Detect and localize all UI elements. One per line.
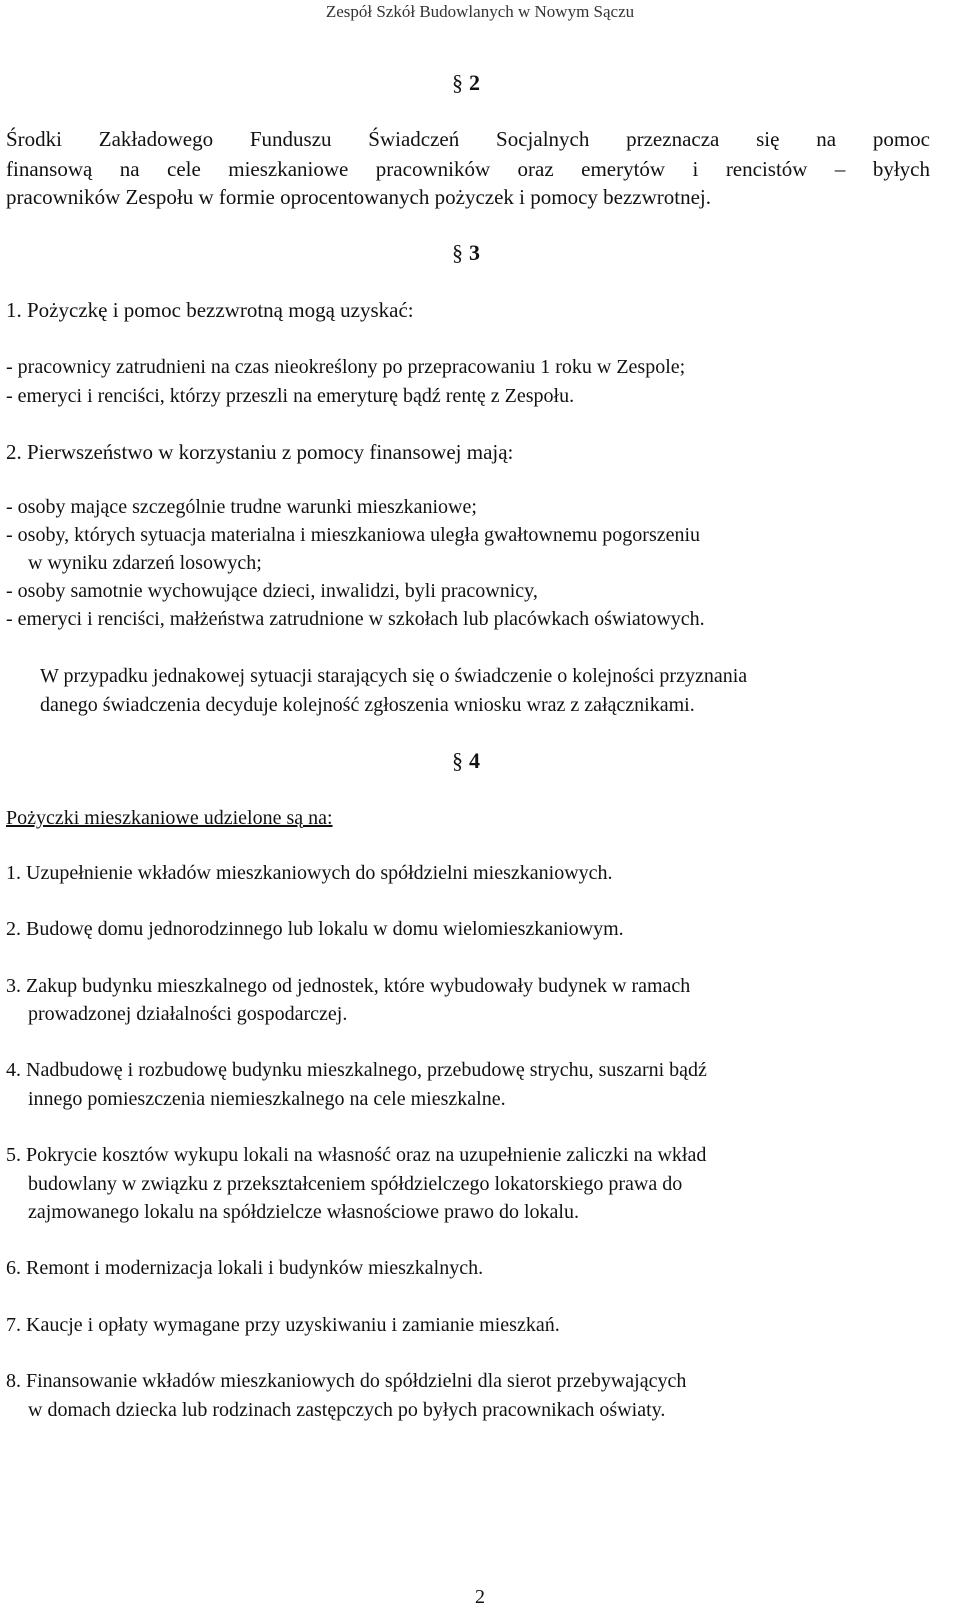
loan-purpose-continuation: zajmowanego lokalu na spółdzielcze własnościowe prawo do lokalu. bbox=[28, 1201, 579, 1223]
loan-purpose-item: 7. Kaucje i opłaty wymagane przy uzyskiwaniu i zamianie mieszkań. bbox=[6, 1314, 560, 1336]
loan-purpose-continuation: w domach dziecka lub rodzinach zastępczych po byłych pracownikach oświaty. bbox=[28, 1399, 666, 1421]
section-3-note: W przypadku jednakowej sytuacji starających się o świadczenie o kolejności przyznania bbox=[40, 665, 748, 687]
section-3-point-2: 2. Pierwszeństwo w korzystaniu z pomocy finansowej mają: bbox=[6, 440, 514, 464]
eligible-item: - pracownicy zatrudnieni na czas nieokreślony po przepracowaniu 1 roku w Zespole; bbox=[6, 356, 686, 378]
loan-purpose-continuation: budowlany w związku z przekształceniem spółdzielczego lokatorskiego prawa do bbox=[28, 1173, 683, 1195]
section-2-heading bbox=[452, 70, 480, 96]
priority-item: - osoby mające szczególnie trudne warunki mieszkaniowe; bbox=[6, 496, 477, 518]
loan-purpose-item: 1. Uzupełnienie wkładów mieszkaniowych do spółdzielni mieszkaniowych. bbox=[6, 862, 613, 884]
section-4-heading bbox=[452, 748, 480, 774]
section-number: 4 bbox=[469, 748, 480, 773]
eligible-item: - emeryci i renciści, którzy przeszli na emeryturę bądź rentę z Zespołu. bbox=[6, 385, 575, 407]
document-header: Zespół Szkół Budowlanych w Nowym Sączu bbox=[325, 2, 635, 21]
loan-purpose-item: 6. Remont i modernizacja lokali i budynków mieszkalnych. bbox=[6, 1257, 484, 1279]
section-3-point-1: 1. Pożyczkę i pomoc bezzwrotną mogą uzyskać: bbox=[6, 298, 414, 322]
section-4-subheading: Pożyczki mieszkaniowe udzielone są na: bbox=[6, 807, 333, 829]
loan-purpose-item: 3. Zakup budynku mieszkalnego od jednostek, które wybudowały budynek w ramach bbox=[6, 975, 691, 997]
section-2-line: Środki Zakładowego Funduszu Świadczeń Socjalnych przeznacza się na pomoc bbox=[6, 127, 930, 151]
paragraph-symbol: § bbox=[452, 748, 463, 773]
loan-purpose-item: 4. Nadbudowę i rozbudowę budynku mieszkalnego, przebudowę strychu, suszarni bądź bbox=[6, 1059, 707, 1081]
priority-item: - osoby samotnie wychowujące dzieci, inwalidzi, byli pracownicy, bbox=[6, 580, 538, 602]
section-number: 3 bbox=[469, 240, 480, 265]
section-2-line: finansową na cele mieszkaniowe pracowników oraz emerytów i rencistów – byłych bbox=[6, 157, 930, 181]
loan-purpose-continuation: prowadzonej działalności gospodarczej. bbox=[28, 1003, 348, 1025]
loan-purpose-item: 5. Pokrycie kosztów wykupu lokali na własność oraz na uzupełnienie zaliczki na wkład bbox=[6, 1144, 707, 1166]
paragraph-symbol: § bbox=[452, 240, 463, 265]
section-3-note: danego świadczenia decyduje kolejność zgłoszenia wniosku wraz z załącznikami. bbox=[40, 694, 695, 716]
priority-item: - osoby, których sytuacja materialna i mieszkaniowa uległa gwałtownemu pogorszeniu bbox=[6, 524, 701, 546]
priority-item-continuation: w wyniku zdarzeń losowych; bbox=[28, 552, 262, 574]
section-number: 2 bbox=[469, 70, 480, 95]
paragraph-symbol: § bbox=[452, 70, 463, 95]
section-3-heading bbox=[452, 240, 480, 266]
priority-item: - emeryci i renciści, małżeństwa zatrudnione w szkołach lub placówkach oświatowych. bbox=[6, 608, 705, 630]
loan-purpose-continuation: innego pomieszczenia niemieszkalnego na cele mieszkalne. bbox=[28, 1088, 506, 1110]
loan-purpose-item: 2. Budowę domu jednorodzinnego lub lokalu w domu wielomieszkaniowym. bbox=[6, 918, 624, 940]
loan-purpose-item: 8. Finansowanie wkładów mieszkaniowych do spółdzielni dla sierot przebywających bbox=[6, 1370, 687, 1392]
section-2-line: pracowników Zespołu w formie oprocentowanych pożyczek i pomocy bezzwrotnej. bbox=[6, 185, 712, 209]
page-number: 2 bbox=[475, 1586, 485, 1608]
